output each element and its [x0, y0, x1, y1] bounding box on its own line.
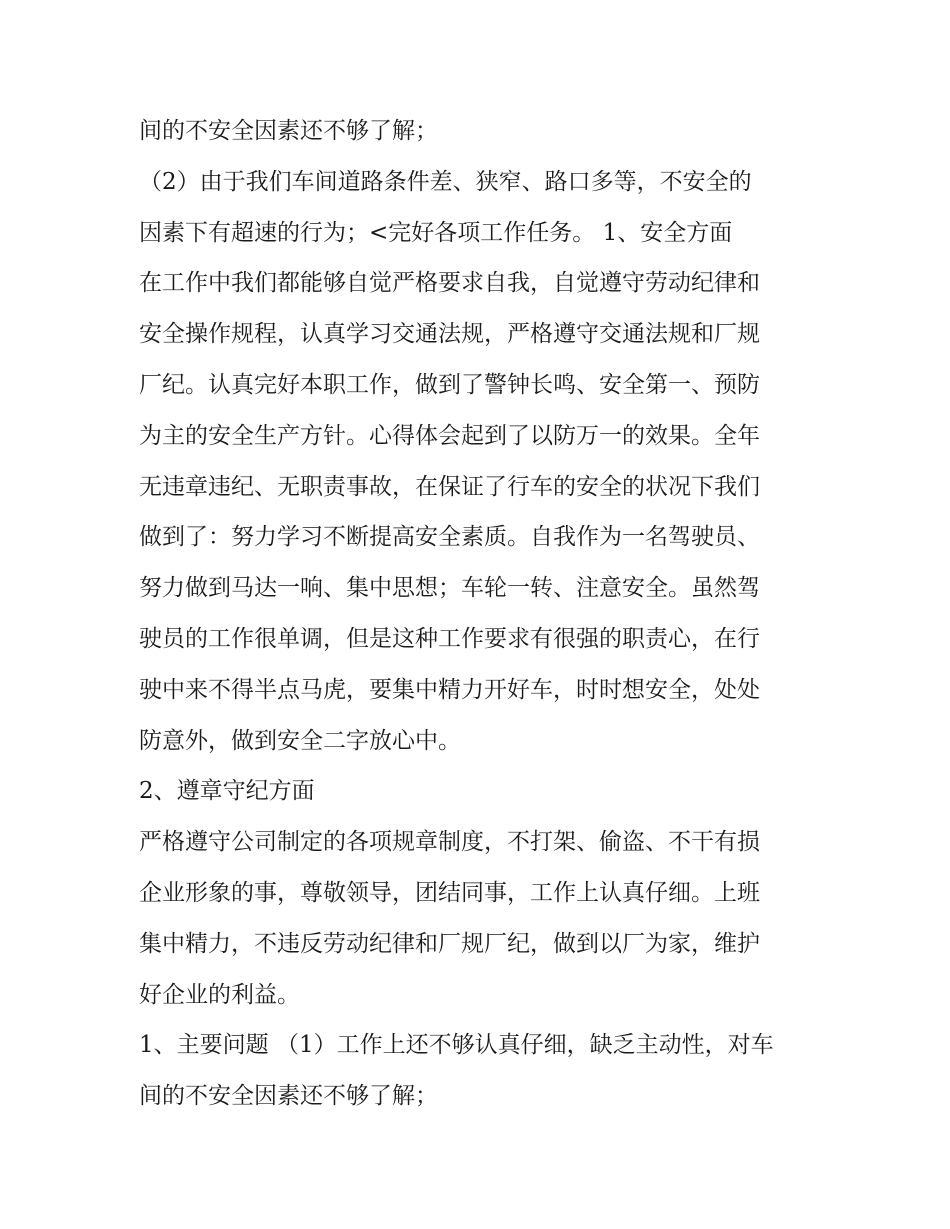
text-line: 努力做到马达一响、集中思想；车轮一转、注意安全。虽然驾: [139, 575, 760, 602]
document-body: [139, 106, 829, 1122]
text-line: 驶中来不得半点马虎，要集中精力开好车，时时想安全，处处: [139, 676, 760, 703]
text-line: （2）由于我们车间道路条件差、狭窄、路口多等，不安全的: [139, 168, 752, 195]
text-line: 企业形象的事，尊敬领导，团结同事，工作上认真仔细。上班: [139, 879, 760, 906]
text-line: 做到了：努力学习不断提高安全素质。自我作为一名驾驶员、: [139, 524, 760, 551]
text-line: 驶员的工作很单调，但是这种工作要求有很强的职责心，在行: [139, 625, 760, 652]
text-line: 严格遵守公司制定的各项规章制度，不打架、偷盗、不干有损: [139, 829, 760, 856]
section-heading: 2、遵章守纪方面: [139, 778, 315, 805]
text-line: 为主的安全生产方针。心得体会起到了以防万一的效果。全年: [139, 422, 760, 449]
text-line: 间的不安全因素还不够了解；: [139, 1083, 438, 1110]
text-line: 厂纪。认真完好本职工作，做到了警钟长鸣、安全第一、预防: [139, 371, 760, 398]
text-line: 安全操作规程，认真学习交通法规，严格遵守交通法规和厂规: [139, 321, 760, 348]
text-line: 无违章违纪、无职责事故，在保证了行车的安全的状况下我们: [139, 473, 760, 500]
text-line: 集中精力，不违反劳动纪律和厂规厂纪，做到以厂为家，维护: [139, 930, 760, 957]
text-line: 在工作中我们都能够自觉严格要求自我，自觉遵守劳动纪律和: [139, 270, 760, 297]
text-line: 1、主要问题 （1）工作上还不够认真仔细，缺乏主动性，对车: [139, 1032, 774, 1059]
text-line: 间的不安全因素还不够了解；: [139, 118, 438, 144]
text-line: 好企业的利益。: [139, 981, 300, 1008]
text-line: 因素下有超速的行为；<完好各项工作任务。 1、安全方面: [139, 219, 733, 246]
text-line: 防意外，做到安全二字放心中。: [139, 727, 461, 754]
